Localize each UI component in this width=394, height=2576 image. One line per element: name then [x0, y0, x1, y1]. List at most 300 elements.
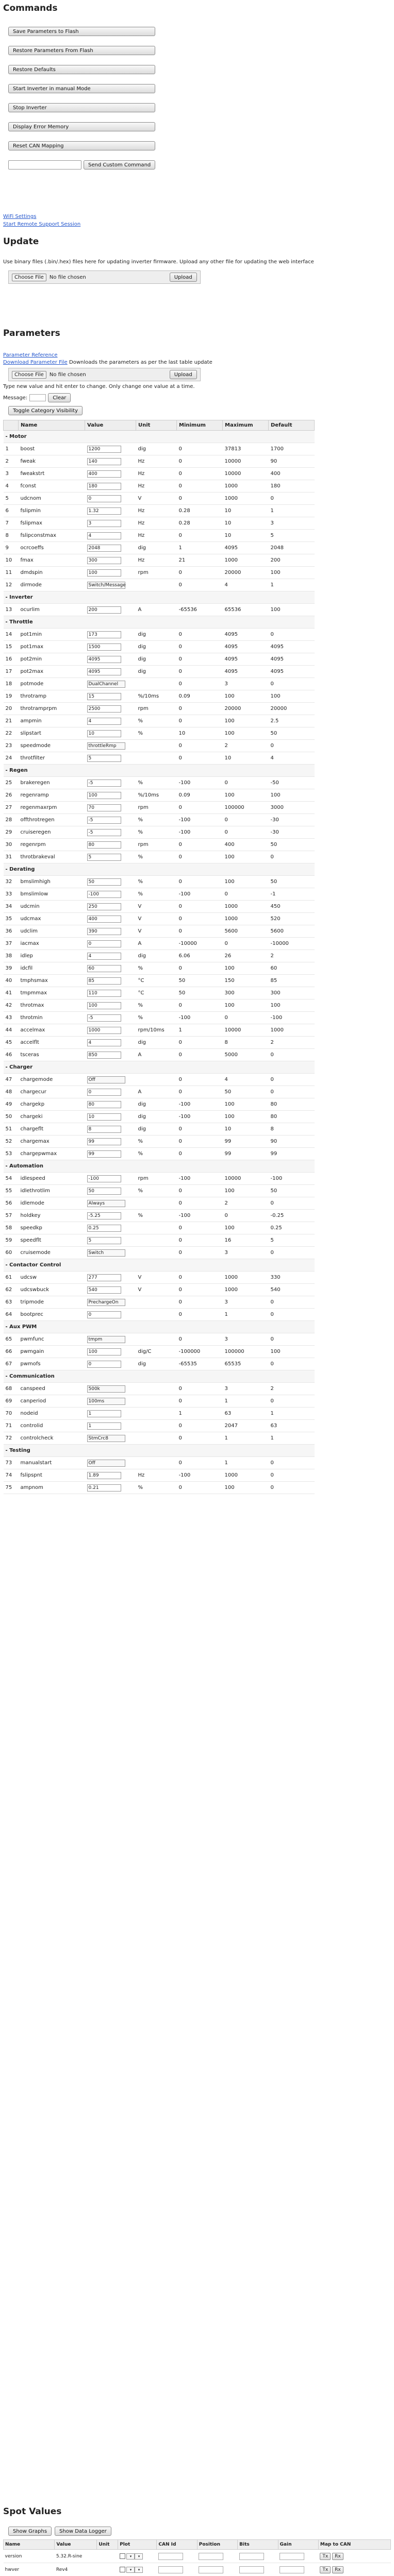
map-rx-button[interactable]: Rx [332, 2553, 343, 2560]
param-value-select[interactable]: Switch/Message [87, 582, 125, 589]
category-row[interactable] [4, 616, 315, 629]
param-unit: dig/C [136, 1346, 177, 1358]
category-row[interactable] [4, 765, 315, 777]
parameter-row [4, 1272, 315, 1284]
param-name: ocrcoeffs [19, 542, 85, 554]
param-value-input[interactable]: 300 [87, 557, 121, 564]
param-value-input[interactable]: 540 [87, 1286, 121, 1294]
parameter-reference-link[interactable]: Parameter Reference [3, 352, 58, 358]
param-value-input[interactable]: 2500 [87, 705, 121, 713]
plot-checkbox[interactable] [120, 2567, 125, 2572]
param-unit [136, 740, 177, 752]
param-min: -100 [177, 888, 223, 901]
parameter-row [4, 1395, 315, 1408]
map-rx-button[interactable]: Rx [332, 2566, 343, 2573]
param-value-input[interactable]: 2048 [87, 545, 121, 552]
param-value-input[interactable]: -5 [87, 817, 121, 824]
map-tx-button[interactable]: Tx [320, 2566, 331, 2573]
param-index: 52 [4, 1136, 19, 1148]
param-value-input[interactable]: 85 [87, 977, 121, 985]
param-unit: % [136, 1012, 177, 1024]
param-max: 0 [223, 888, 269, 901]
param-value-input[interactable]: -5 [87, 829, 121, 836]
param-value-input[interactable]: 1200 [87, 446, 121, 453]
param-max: 4095 [223, 653, 269, 666]
restore-flash-button[interactable]: Restore Parameters From Flash [8, 46, 155, 55]
stop-inverter-button[interactable]: Stop Inverter [8, 103, 155, 112]
param-value-input[interactable]: 5 [87, 755, 121, 762]
param-min: 21 [177, 554, 223, 567]
param-value-input[interactable]: 3 [87, 520, 121, 527]
param-value-input[interactable]: 390 [87, 928, 121, 935]
remote-support-link[interactable]: Start Remote Support Session [3, 222, 81, 227]
param-value-input[interactable]: 1000 [87, 1027, 121, 1034]
param-max: 100 [223, 690, 269, 703]
param-index: 47 [4, 1074, 19, 1086]
param-name: slipstart [19, 727, 85, 740]
plot-color-select[interactable]: ▾ [135, 2567, 143, 2573]
param-default: 1000 [269, 1024, 315, 1037]
param-index: 20 [4, 703, 19, 715]
param-value-select[interactable]: Always [87, 1200, 125, 1207]
param-index: 43 [4, 1012, 19, 1024]
param-default: 20000 [269, 703, 315, 715]
save-flash-button[interactable]: Save Parameters to Flash [8, 27, 155, 36]
param-index: 38 [4, 950, 19, 962]
param-value-input[interactable]: 1.89 [87, 1472, 121, 1479]
param-unit: V [136, 493, 177, 505]
param-value-input[interactable]: 250 [87, 903, 121, 910]
param-value-input[interactable]: 4 [87, 532, 121, 539]
param-min: 50 [177, 987, 223, 999]
param-default: 0 [269, 678, 315, 690]
param-name: pot2min [19, 653, 85, 666]
param-min: -100 [177, 826, 223, 839]
param-value-cell [85, 999, 136, 1012]
param-value-input[interactable]: 1 [87, 1422, 121, 1430]
send-custom-command-button[interactable]: Send Custom Command [84, 160, 155, 170]
param-default: 0 [269, 1074, 315, 1086]
wifi-settings-link[interactable]: WiFi Settings [3, 214, 37, 219]
param-value-cell [85, 839, 136, 851]
param-value-select[interactable]: 100ms [87, 1398, 125, 1405]
param-value-input[interactable]: 4095 [87, 668, 121, 675]
param-default: 63 [269, 1420, 315, 1432]
show-data-logger-button[interactable]: Show Data Logger [55, 2527, 111, 2536]
param-default: 0 [269, 1395, 315, 1408]
param-index: 23 [4, 740, 19, 752]
param-value-cell [85, 913, 136, 925]
param-index: 61 [4, 1272, 19, 1284]
param-index: 9 [4, 542, 19, 554]
start-manual-button[interactable]: Start Inverter in manual Mode [8, 84, 155, 93]
param-unit [136, 1333, 177, 1346]
upload-param-button[interactable]: Upload [170, 370, 197, 379]
param-value-input[interactable]: 400 [87, 916, 121, 923]
param-name: chargecur [19, 1086, 85, 1098]
restore-defaults-button[interactable]: Restore Defaults [8, 65, 155, 74]
param-value-input[interactable]: -5 [87, 1014, 121, 1022]
param-min: 0 [177, 1272, 223, 1284]
spot-row [4, 2563, 391, 2576]
param-index: 63 [4, 1296, 19, 1309]
param-value-input[interactable]: 80 [87, 1101, 121, 1108]
param-value-cell [85, 1469, 136, 1482]
parameter-row [4, 1136, 315, 1148]
param-value-input[interactable]: 100 [87, 569, 121, 577]
param-name: fweakstrt [19, 468, 85, 480]
show-graphs-button[interactable]: Show Graphs [8, 2527, 52, 2536]
param-value-input[interactable]: 173 [87, 631, 121, 638]
param-max: 100 [223, 1098, 269, 1111]
param-name: bmslimlow [19, 888, 85, 901]
param-min: 0 [177, 999, 223, 1012]
position-cell [197, 2550, 237, 2563]
param-value-input[interactable]: 0 [87, 495, 121, 502]
param-index: 1 [4, 443, 19, 455]
param-min: 0 [177, 851, 223, 863]
position-input[interactable] [199, 2553, 223, 2560]
param-max: 50 [223, 1086, 269, 1098]
param-value-input[interactable]: 140 [87, 458, 121, 465]
param-index: 53 [4, 1148, 19, 1160]
param-default: 3000 [269, 802, 315, 814]
param-default: 0 [269, 1469, 315, 1482]
parameter-table [3, 420, 315, 1494]
param-value-select[interactable]: PrechargeOn [87, 1299, 125, 1306]
clear-button[interactable]: Clear [48, 393, 71, 402]
param-value-input[interactable]: 1 [87, 1410, 121, 1417]
param-name: chargemax [19, 1136, 85, 1148]
param-name: pwmfunc [19, 1333, 85, 1346]
category-row[interactable] [4, 1321, 315, 1333]
parameter-row [4, 1185, 315, 1197]
param-value-input[interactable]: 5 [87, 854, 121, 861]
param-min: 0 [177, 1309, 223, 1321]
param-value-input[interactable]: 4095 [87, 656, 121, 663]
parameter-row [4, 1432, 315, 1445]
plot-axis-select[interactable]: ▾ [126, 2553, 135, 2560]
param-min: 0 [177, 1197, 223, 1210]
category-row[interactable] [4, 1445, 315, 1457]
param-value-select[interactable]: tmpm [87, 1336, 125, 1343]
param-index: 70 [4, 1408, 19, 1420]
param-unit: % [136, 727, 177, 740]
param-value-input[interactable]: 60 [87, 965, 121, 972]
param-name: nodeid [19, 1408, 85, 1420]
param-value-select[interactable]: DualChannel [87, 681, 125, 688]
download-description: Downloads the parameters as per the last table update [69, 360, 212, 365]
param-min: 0 [177, 913, 223, 925]
param-name: bmslimhigh [19, 876, 85, 888]
param-unit: % [136, 777, 177, 789]
param-value-cell [85, 629, 136, 641]
choose-param-file-button[interactable]: Choose File [12, 371, 46, 379]
param-max: 10000 [223, 468, 269, 480]
bits-cell [238, 2550, 278, 2563]
param-value-input[interactable]: 100 [87, 1002, 121, 1009]
map-cell [318, 2563, 390, 2576]
param-min: 0 [177, 678, 223, 690]
parameter-row [4, 468, 315, 480]
param-name: fmax [19, 554, 85, 567]
category-row[interactable] [4, 431, 315, 443]
param-default: 0 [269, 740, 315, 752]
param-value-input[interactable]: 4 [87, 1039, 121, 1046]
param-value-select[interactable]: StmCrc8 [87, 1435, 125, 1442]
param-max: 1 [223, 1309, 269, 1321]
param-value-input[interactable]: 1.32 [87, 507, 121, 515]
param-max: 0 [223, 1210, 269, 1222]
param-min: 0 [177, 480, 223, 493]
param-value-cell [85, 1197, 136, 1210]
param-value-input[interactable]: 277 [87, 1274, 121, 1281]
param-name: chargeki [19, 1111, 85, 1123]
param-unit: dig [136, 443, 177, 455]
param-max: 10 [223, 505, 269, 517]
param-min: 0 [177, 641, 223, 653]
param-default: 2 [269, 950, 315, 962]
bits-input[interactable] [239, 2566, 264, 2573]
spot-col-header: Name [4, 2540, 55, 2550]
param-value-input[interactable]: -100 [87, 891, 121, 898]
category-row[interactable] [4, 1370, 315, 1383]
param-max: 10000 [223, 1173, 269, 1185]
bits-input[interactable] [239, 2553, 264, 2560]
param-min: -100 [177, 1210, 223, 1222]
param-default: 2 [269, 1037, 315, 1049]
param-value-input[interactable]: 70 [87, 804, 121, 811]
param-max: 3 [223, 678, 269, 690]
param-name: cruiseregen [19, 826, 85, 839]
param-value-input[interactable]: 4 [87, 953, 121, 960]
param-value-input[interactable]: 100 [87, 1348, 121, 1355]
param-value-select[interactable]: Switch [87, 1249, 125, 1257]
category-row[interactable] [4, 591, 315, 604]
param-default: 100 [269, 690, 315, 703]
param-value-input[interactable]: 4 [87, 718, 121, 725]
gain-input[interactable] [280, 2566, 304, 2573]
param-value-cell [85, 1210, 136, 1222]
param-value-input[interactable]: 50 [87, 1188, 121, 1195]
param-value-input[interactable]: 50 [87, 878, 121, 886]
param-min: 0 [177, 1296, 223, 1309]
param-index: 8 [4, 530, 19, 542]
param-name: boost [19, 443, 85, 455]
param-name: regenmaxrpm [19, 802, 85, 814]
param-unit: Hz [136, 554, 177, 567]
parameter-row [4, 814, 315, 826]
param-value-input[interactable]: 110 [87, 990, 121, 997]
param-min: 0 [177, 530, 223, 542]
category-row[interactable] [4, 1061, 315, 1074]
param-value-cell [85, 1037, 136, 1049]
param-default: 0 [269, 1049, 315, 1061]
param-max: 100000 [223, 1346, 269, 1358]
param-min: 0 [177, 1457, 223, 1469]
parameter-row [4, 777, 315, 789]
category-row[interactable] [4, 863, 315, 876]
param-max: 3 [223, 1333, 269, 1346]
param-unit: dig [136, 641, 177, 653]
param-max: 65536 [223, 604, 269, 616]
parameter-row [4, 802, 315, 814]
param-default: 1700 [269, 443, 315, 455]
param-value-input[interactable]: 99 [87, 1138, 121, 1145]
firmware-upload-form [8, 270, 201, 284]
param-unit [136, 1383, 177, 1395]
upload-button[interactable]: Upload [170, 273, 197, 282]
param-unit: V [136, 1272, 177, 1284]
parameter-row [4, 1074, 315, 1086]
parameter-row [4, 1024, 315, 1037]
param-max: 10000 [223, 1024, 269, 1037]
param-value-select[interactable]: throttleRmp [87, 742, 125, 750]
param-max: 1000 [223, 913, 269, 925]
param-value-input[interactable]: 200 [87, 606, 121, 614]
param-value-input[interactable]: 10 [87, 1113, 121, 1121]
param-value-cell [85, 1408, 136, 1420]
param-max: 99 [223, 1148, 269, 1160]
parameter-row [4, 567, 315, 579]
param-default: 2048 [269, 542, 315, 554]
param-max: 0 [223, 938, 269, 950]
param-max: 100 [223, 715, 269, 727]
param-max: 100 [223, 789, 269, 802]
parameter-row [4, 1358, 315, 1370]
param-value-input[interactable]: 15 [87, 693, 121, 700]
param-value-input[interactable]: 0 [87, 1089, 121, 1096]
toggle-category-button[interactable]: Toggle Category Visibility [8, 406, 83, 415]
choose-file-button[interactable]: Choose File [12, 274, 46, 281]
param-value-cell [85, 455, 136, 468]
param-index: 3 [4, 468, 19, 480]
parameter-row [4, 1247, 315, 1259]
param-value-input[interactable]: -100 [87, 1175, 121, 1182]
param-min: 0 [177, 1037, 223, 1049]
param-name: tripmode [19, 1296, 85, 1309]
param-value-input[interactable]: 99 [87, 1150, 121, 1158]
gain-input[interactable] [280, 2553, 304, 2560]
param-name: dmdspin [19, 567, 85, 579]
param-max: 10000 [223, 455, 269, 468]
category-row[interactable] [4, 1160, 315, 1173]
param-max: 1000 [223, 480, 269, 493]
param-index: 35 [4, 913, 19, 925]
plot-checkbox[interactable] [120, 2553, 125, 2559]
param-index: 41 [4, 987, 19, 999]
param-default: -100 [269, 1173, 315, 1185]
param-max: 2 [223, 1197, 269, 1210]
param-value-input[interactable]: 1500 [87, 643, 121, 651]
download-parameter-link[interactable]: Download Parameter File [3, 360, 68, 365]
category-label: - Regen [4, 765, 315, 777]
param-max: 100 [223, 851, 269, 863]
param-max: 100 [223, 1185, 269, 1197]
param-unit: % [136, 1482, 177, 1494]
param-name: bootprec [19, 1309, 85, 1321]
param-value-input[interactable]: -5.25 [87, 1212, 121, 1219]
display-error-memory-button[interactable]: Display Error Memory [8, 122, 155, 131]
param-value-cell [85, 530, 136, 542]
param-max: 1000 [223, 1284, 269, 1296]
parameter-row [4, 1222, 315, 1234]
param-value-input[interactable]: 0.25 [87, 1225, 121, 1232]
param-unit [136, 752, 177, 765]
param-value-cell [85, 703, 136, 715]
can-id-input[interactable] [158, 2553, 183, 2560]
param-value-input[interactable]: 10 [87, 730, 121, 737]
param-value-input[interactable]: 0 [87, 1311, 121, 1318]
param-min: 0 [177, 1432, 223, 1445]
param-index: 42 [4, 999, 19, 1012]
param-value-input[interactable]: 80 [87, 841, 121, 849]
param-value-input[interactable]: 100 [87, 792, 121, 799]
param-max: 100 [223, 1111, 269, 1123]
plot-color-select[interactable]: ▾ [135, 2553, 143, 2560]
param-value-cell [85, 938, 136, 950]
param-value-cell [85, 851, 136, 863]
param-unit: % [136, 1148, 177, 1160]
param-name: throtmax [19, 999, 85, 1012]
param-value-cell [85, 542, 136, 554]
param-value-select[interactable]: 500k [87, 1385, 125, 1393]
spot-col-header: Value [55, 2540, 97, 2550]
custom-command-input[interactable] [8, 160, 81, 170]
param-unit: rpm/10ms [136, 1024, 177, 1037]
param-value-input[interactable]: 0 [87, 1361, 121, 1368]
param-value-input[interactable]: 0 [87, 940, 121, 947]
param-value-input[interactable]: 180 [87, 483, 121, 490]
param-unit: dig [136, 1358, 177, 1370]
param-default: 2 [269, 1383, 315, 1395]
parameter-row [4, 1383, 315, 1395]
param-value-select[interactable]: Off [87, 1460, 125, 1467]
param-name: brakeregen [19, 777, 85, 789]
position-input[interactable] [199, 2566, 223, 2573]
param-value-input[interactable]: -5 [87, 779, 121, 787]
map-tx-button[interactable]: Tx [320, 2553, 331, 2560]
param-default: 100 [269, 999, 315, 1012]
param-value-input[interactable]: 0.21 [87, 1484, 121, 1492]
param-min: 0 [177, 653, 223, 666]
param-value-input[interactable]: 400 [87, 470, 121, 478]
param-min: 0 [177, 839, 223, 851]
param-default: 3 [269, 517, 315, 530]
param-value-input[interactable]: 5 [87, 1237, 121, 1244]
param-min: 0 [177, 876, 223, 888]
reset-can-mapping-button[interactable]: Reset CAN Mapping [8, 141, 155, 150]
param-max: 1 [223, 1457, 269, 1469]
message-input[interactable] [29, 394, 46, 401]
param-default: 0 [269, 1086, 315, 1098]
param-index: 22 [4, 727, 19, 740]
param-default: 8 [269, 1123, 315, 1136]
param-value-input[interactable]: 850 [87, 1052, 121, 1059]
category-row[interactable] [4, 1259, 315, 1272]
can-id-input[interactable] [158, 2566, 183, 2573]
param-default: 99 [269, 1148, 315, 1160]
param-value-input[interactable]: 8 [87, 1126, 121, 1133]
parameter-row [4, 789, 315, 802]
param-unit: %/10ms [136, 690, 177, 703]
param-unit [136, 579, 177, 591]
parameter-row [4, 950, 315, 962]
plot-axis-select[interactable]: ▾ [126, 2567, 135, 2573]
param-value-cell [85, 1185, 136, 1197]
param-name: accelflt [19, 1037, 85, 1049]
param-value-select[interactable]: Off [87, 1076, 125, 1083]
